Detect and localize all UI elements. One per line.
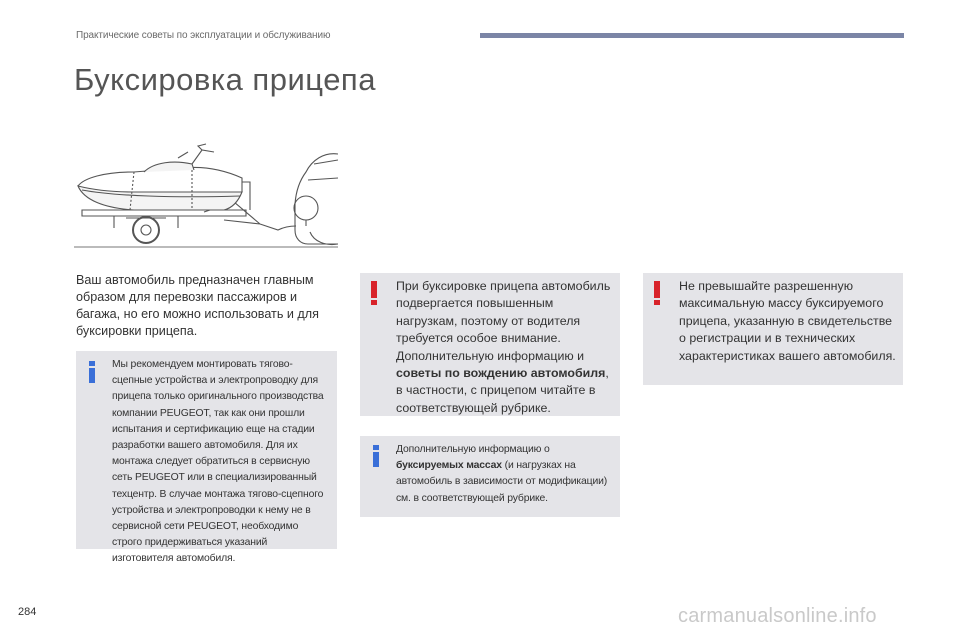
- header-accent-bar: [480, 33, 904, 38]
- info-icon: [85, 360, 99, 384]
- warning-box-driving: [360, 273, 620, 416]
- page-title: Буксировка прицепа: [74, 62, 376, 97]
- trailer-illustration: [74, 138, 338, 252]
- watermark: carmanualsonline.info: [678, 605, 877, 627]
- info-box-accessories-text: Мы рекомендуем монтировать тягово-сцепные устройства и электропроводку для прицепа только оригинального производства компании PEUGEOT, так как они прошли испытания и сертификацию еще на стадии разработки вашего автомобиля. Для их монтажа следует обратиться в сервисную сеть PEUGEOT или в специализированный техцентр. В случае монтажа тягово-сцепного устройства и электропроводки к нему не в сервисной сети PEUGEOT, необходимо строго придерживаться указаний изготовителя автомобиля.: [112, 359, 324, 565]
- intro-paragraph: Ваш автомобиль предназначен главным образом для перевозки пассажиров и багажа, но его можно использовать и для буксировки прицепа.: [76, 273, 319, 338]
- info-box-accessories: [76, 351, 337, 565]
- warning-icon: [369, 281, 379, 305]
- warning-icon: [652, 281, 662, 305]
- driving-advice-link-text: советы по вождению автомобиля: [396, 366, 606, 381]
- warning-box-driving-text: При буксировке прицепа автомобиль подвергается повышенным нагрузкам, поэтому от водителя требуется особое внимание. Дополнительную информацию и советы по вождению автомобиля, в частности, с прицепом читайте в соответствующей рубрике.: [396, 279, 611, 415]
- towed-mass-link-text: буксируемых массах: [396, 460, 502, 472]
- info-icon: [369, 444, 383, 468]
- info-box-towed-mass: [360, 436, 620, 517]
- page-number: 284: [18, 606, 37, 618]
- warning-box-max-mass-text: Не превышайте разрешенную максимальную массу буксируемого прицепа, указанную в свидетельстве о регистрации и в технических характеристиках вашего автомобиля.: [679, 279, 896, 363]
- warning-box-max-mass: [643, 273, 903, 385]
- section-header: Практические советы по эксплуатации и обслуживанию: [76, 30, 331, 41]
- info-box-towed-mass-text: Дополнительную информацию о буксируемых массах (и нагрузках на автомобиль в зависимости от модификации) см. в соответствующей рубрике.: [396, 444, 608, 504]
